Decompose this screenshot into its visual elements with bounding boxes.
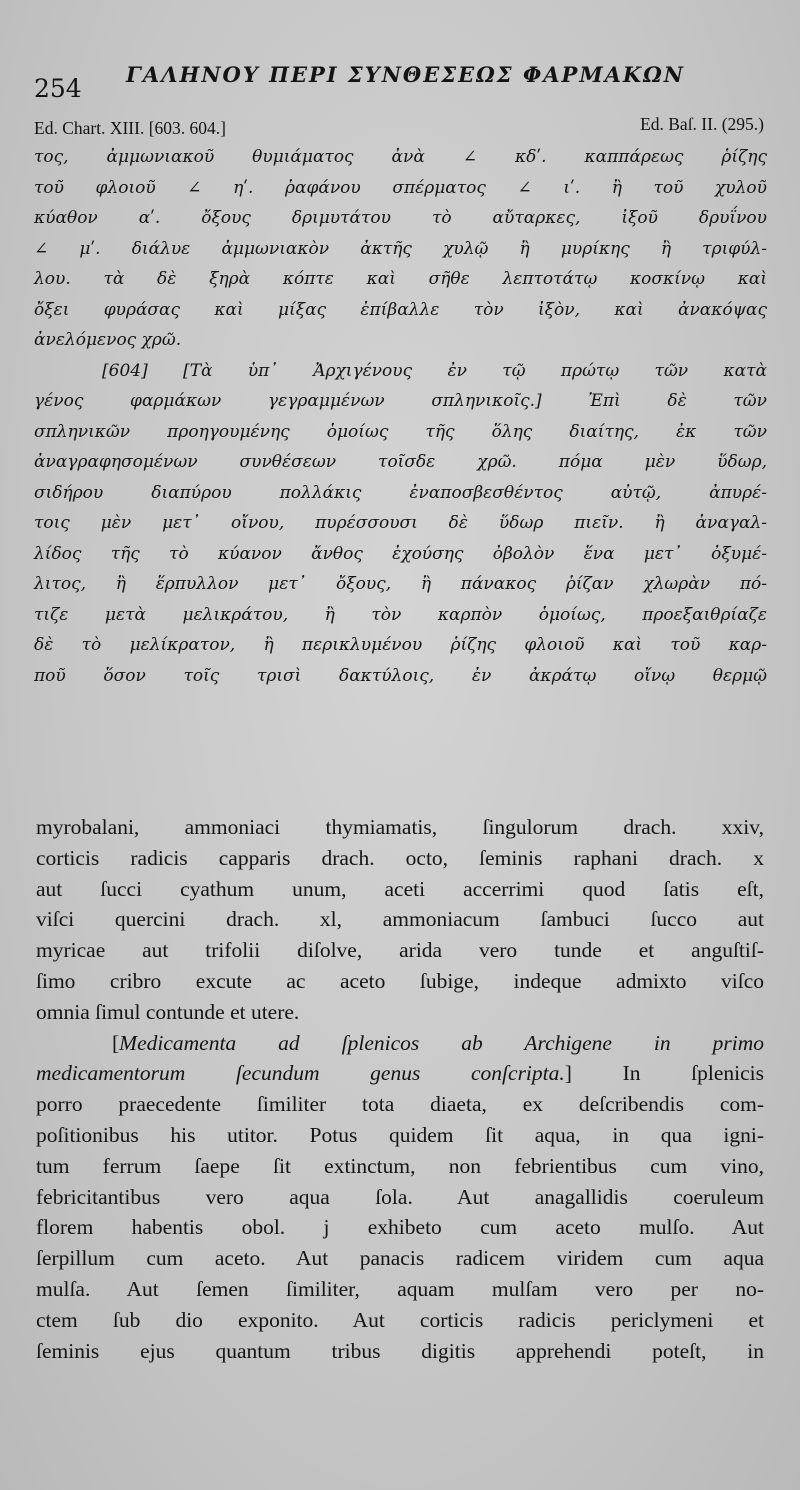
greek-line: ἀνελόμενος χρῶ. (34, 330, 182, 350)
heading-tail-text: ] In ſplenicis (564, 1061, 765, 1086)
latin-translation (36, 812, 764, 1366)
greek-line: ὄξει φυράσας καὶ μίξας ἐπίβαλλε τὸν ἰξὸν, καὶ ἀνακόψας (34, 299, 767, 320)
greek-line: τοῦ φλοιοῦ ∠ ηʹ. ῥαφάνου σπέρματος ∠ ιʹ. ἢ τοῦ χυλοῦ (34, 177, 767, 198)
latin-line: ſerpillum cum aceto. Aut panacis radicem viridem cum aqua (36, 1246, 764, 1271)
greek-line: δὲ τὸ μελίκρατον, ἢ περικλυμένου ῥίζης φλοιοῦ καὶ τοῦ καρ- (34, 635, 767, 655)
latin-line: florem habentis obol. j exhibeto cum aceto mulſo. Aut (36, 1215, 764, 1240)
latin-line: ſimo cribro excute ac aceto ſubige, indeque admixto viſco (36, 968, 764, 993)
edition-basel: Ed. Baſ. II. (295.) (640, 114, 764, 134)
running-head (34, 62, 754, 102)
latin-line: myricae aut trifolii diſolve, arida vero tunde et anguſtiſ- (36, 938, 764, 963)
running-title: ΓΑΛΗΝΟΥ ΠΕΡΙ ΣΥΝΘΕΣΕΩΣ ΦΑΡΜΑΚΩΝ (126, 62, 685, 87)
greek-line: τοις μὲν μετ᾽ οἴνου, πυρέσσουσι δὲ ὕδωρ πιεῖν. ἢ ἀναγαλ- (34, 513, 767, 533)
greek-line: λιτος, ἢ ἕρπυλλον μετ᾽ ὄξους, ἢ πάνακος ῥίζαν χλωρὰν πό- (34, 574, 767, 594)
greek-line: σπληνικῶν προηγουμένης ὁμοίως τῆς ὅλης διαίτης, ἐκ τῶν (34, 421, 767, 442)
heading-italic-text: medicamentorum ſecundum genus conſcripta. (36, 1061, 565, 1086)
latin-line: poſitionibus his utitor. Potus quidem ſit aqua, in qua igni- (36, 1122, 764, 1147)
latin-line: porro praecedente ſimiliter tota diaeta, ex deſcribendis com- (36, 1092, 764, 1117)
greek-line: κύαθον αʹ. ὄξους δριμυτάτου τὸ αὔταρκες, ἰξοῦ δρυΐνου (34, 208, 767, 228)
greek-text (34, 142, 767, 691)
heading-bracket: [ (112, 1030, 120, 1055)
latin-line: myrobalani, ammoniaci thymiamatis, ſingulorum drach. xxiv, (36, 815, 764, 839)
greek-line: τος, ἀμμωνιακοῦ θυμιάματος ἀνὰ ∠ κδʹ. καππάρεως ῥίζης (34, 147, 767, 167)
latin-line: mulſa. Aut ſemen ſimiliter, aquam mulſam vero per no- (36, 1276, 764, 1301)
greek-line: ἀναγραφησομένων συνθέσεων τοῖσδε χρῶ. πόμα μὲν ὕδωρ, (34, 452, 767, 472)
latin-line: ſeminis ejus quantum tribus digitis apprehendi poteſt, in (36, 1338, 764, 1363)
greek-line: γένος φαρμάκων γεγραμμένων σπληνικοῖς.] Ἐπὶ δὲ τῶν (34, 391, 767, 411)
greek-line: ∠ μʹ. διάλυε ἀμμωνιακὸν ἀκτῆς χυλῷ ἢ μυρίκης ἢ τριφύλ- (34, 238, 767, 259)
latin-section-heading-line (36, 1028, 764, 1059)
latin-section-heading-line (36, 1058, 764, 1089)
latin-line: viſci quercini drach. xl, ammoniacum ſambuci ſucco aut (36, 907, 764, 932)
latin-line: omnia ſimul contunde et utere. (36, 999, 300, 1024)
greek-line: λίδος τῆς τὸ κύανον ἄνθος ἐχούσης ὀβολὸν ἕνα μετ᾽ ὀξυμέ- (34, 543, 767, 564)
edition-reference-line (34, 114, 764, 144)
latin-line: ctem ſub dio exponito. Aut corticis radicis periclymeni et (36, 1307, 764, 1332)
heading-italic-text: Medicamenta ad ſplenicos ab Archigene in primo (119, 1030, 764, 1055)
latin-line: corticis radicis capparis drach. octo, ſeminis raphani drach. x (36, 845, 764, 870)
edition-chartier: Ed. Chart. XIII. [603. 604.] (34, 118, 226, 138)
greek-line: σιδήρου διαπύρου πολλάκις ἐναποσβεσθέντος αὐτῷ, ἀπυρέ- (34, 482, 767, 503)
page-number: 254 (34, 74, 82, 103)
latin-line: febricitantibus vero aqua ſola. Aut anagallidis coeruleum (36, 1184, 764, 1209)
greek-line: ποῦ ὅσον τοῖς τρισὶ δακτύλοις, ἐν ἀκράτῳ οἴνῳ θερμῷ (34, 665, 767, 686)
greek-line: τιζε μετὰ μελικράτου, ἢ τὸν καρπὸν ὁμοίως, προεξαιθρίαζε (34, 604, 767, 625)
latin-line: tum ferrum ſaepe ſit extinctum, non febrientibus cum vino, (36, 1153, 764, 1178)
greek-line: λου. τὰ δὲ ξηρὰ κόπτε καὶ σῆθε λεπτοτάτῳ κοσκίνῳ καὶ (34, 269, 767, 289)
latin-line: aut ſucci cyathum unum, aceti accerrimi quod ſatis eſt, (36, 876, 764, 901)
greek-section-heading-line: [604] [Τὰ ὑπ᾽ Ἀρχιγένους ἐν τῷ πρώτῳ τῶν κατὰ (102, 360, 767, 381)
